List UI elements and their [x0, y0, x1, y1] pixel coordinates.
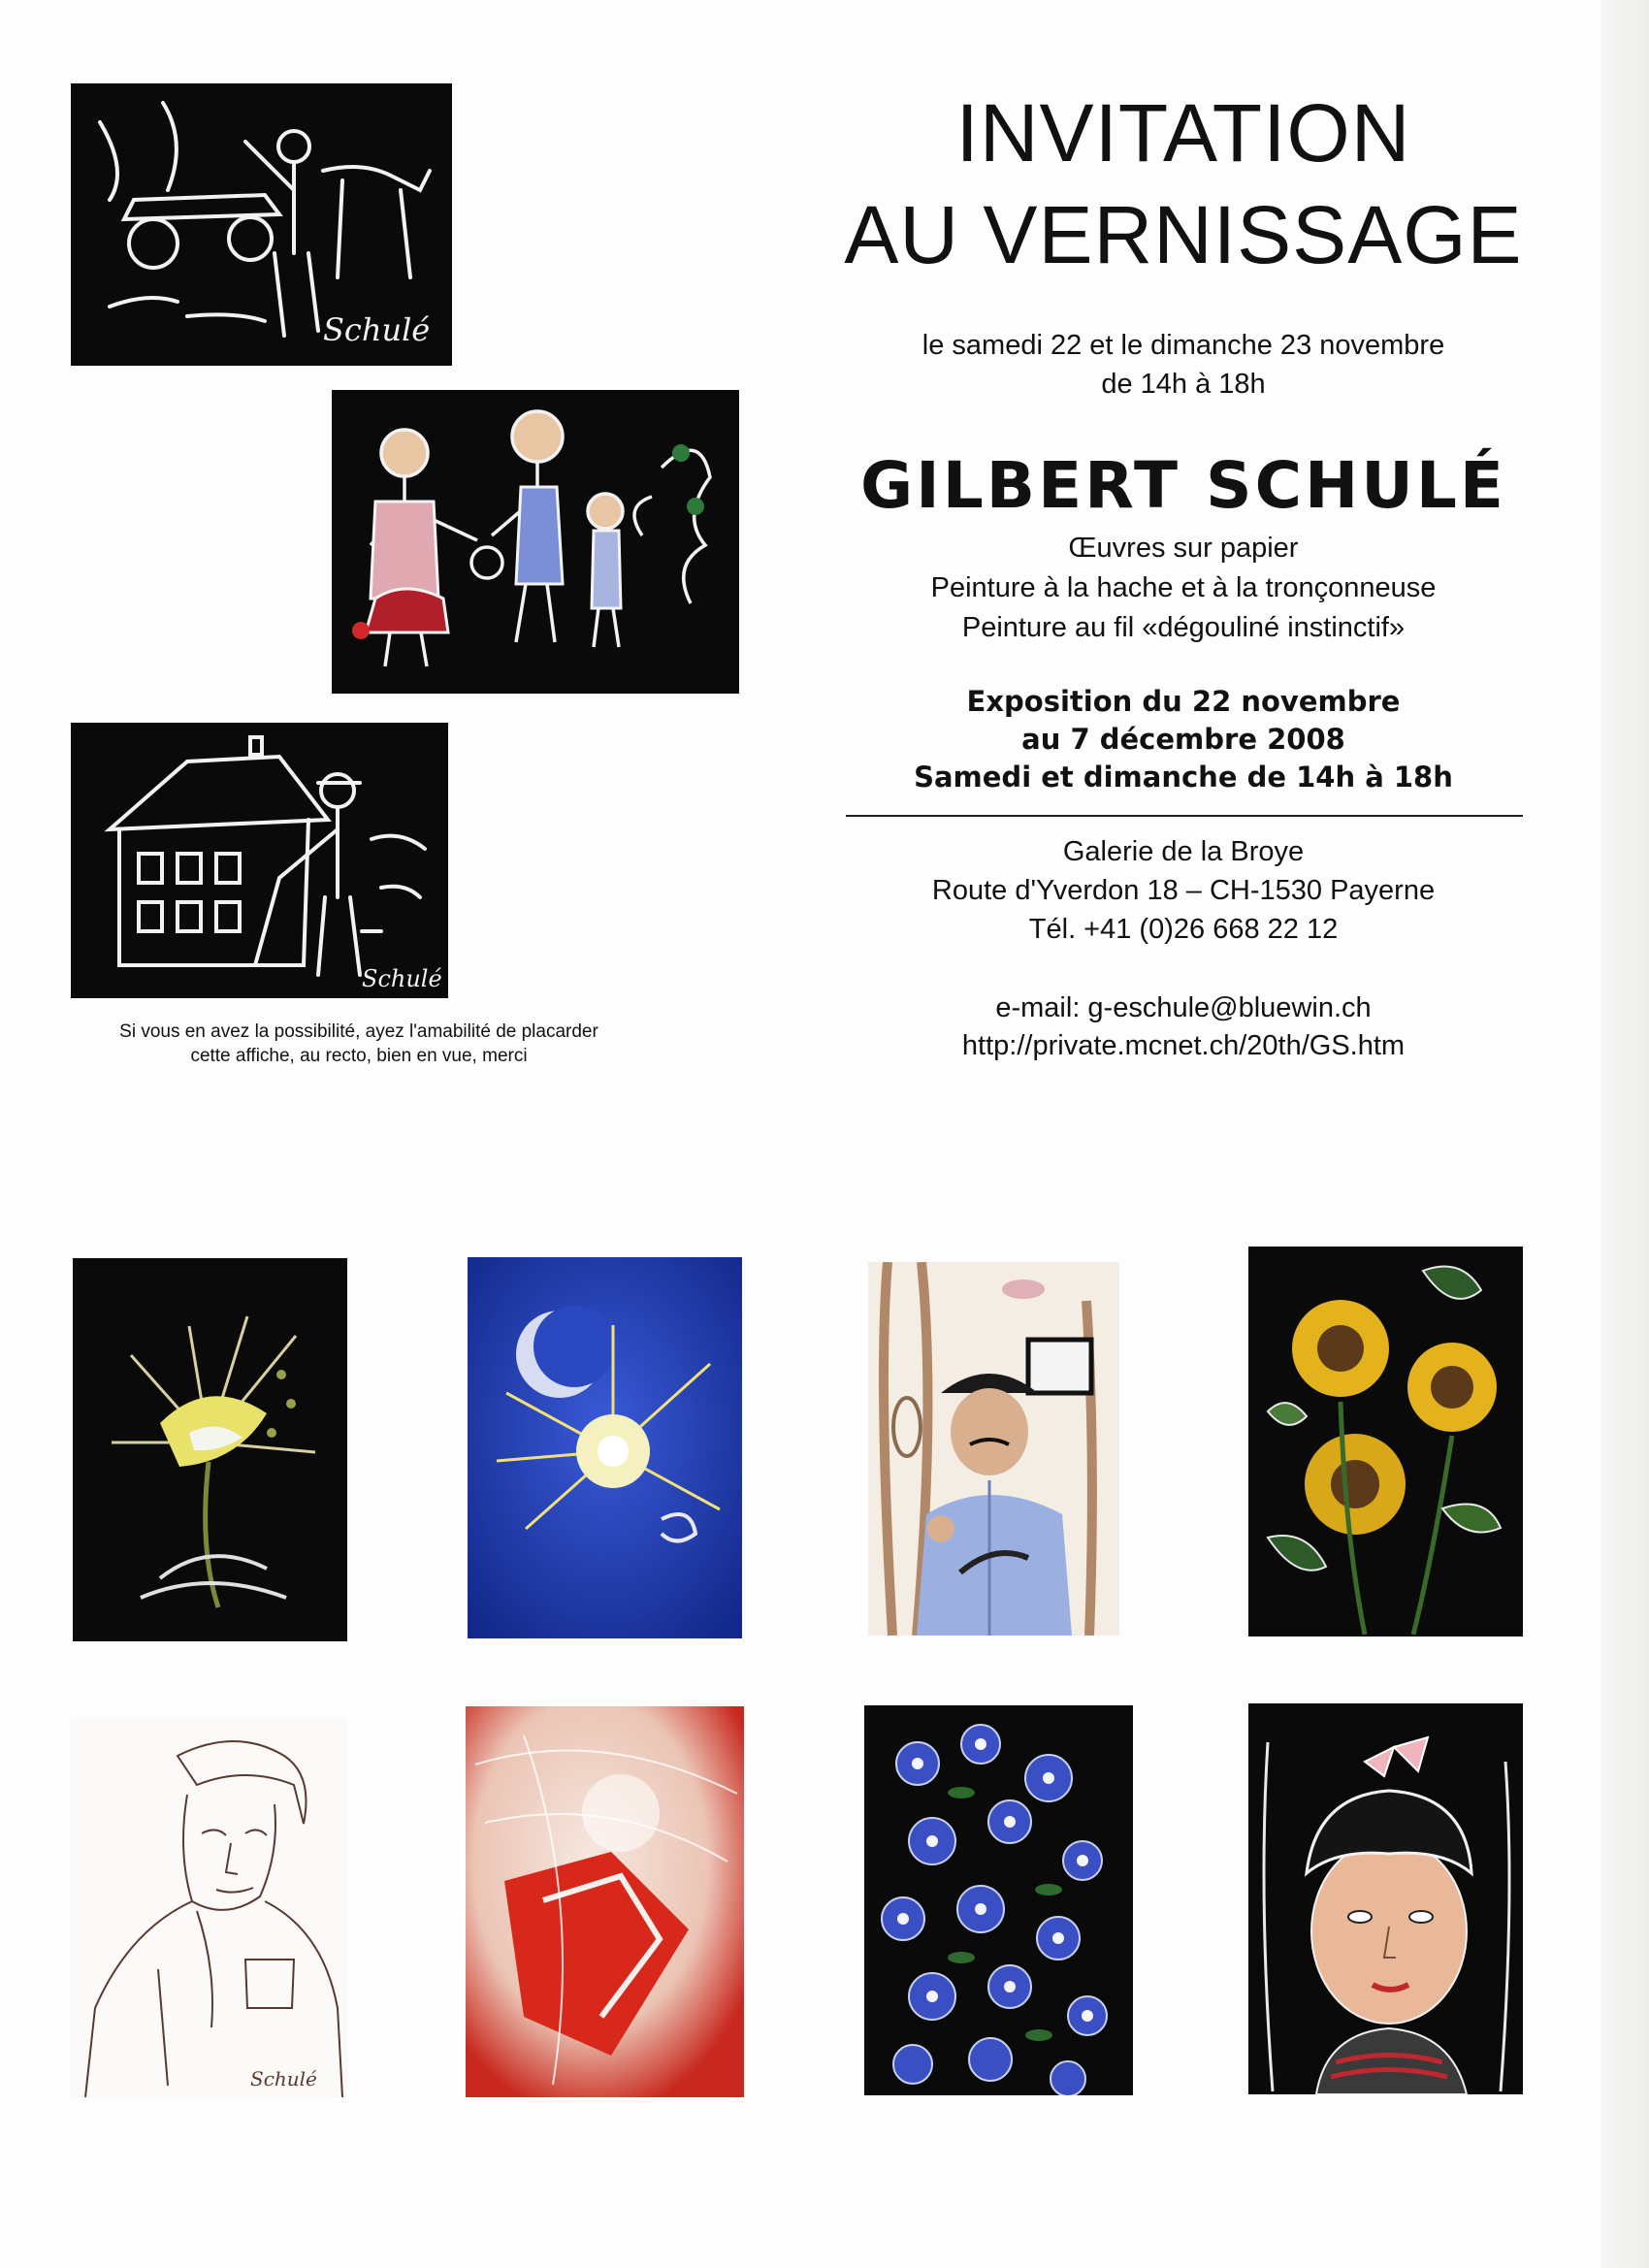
works-item: Œuvres sur papier: [1068, 533, 1299, 564]
notice-line: Si vous en avez la possibilité, ayez l'amabilité de placarder: [119, 1021, 598, 1042]
works-list: [844, 529, 1523, 648]
artwork-blue-explosion: [468, 1257, 742, 1638]
artist-name: GILBERT SCHULÉ: [860, 448, 1506, 523]
notice-line: cette affiche, au recto, bien en vue, merci: [190, 1046, 528, 1066]
venue-phone: Tél. +41 (0)26 668 22 12: [1028, 914, 1339, 945]
contact-info: [844, 989, 1523, 1065]
invitation-title-line2: AU VERNISSAGE: [844, 189, 1523, 280]
venue-name: Galerie de la Broye: [1062, 836, 1305, 867]
venue-address: Route d'Yverdon 18 – CH-1530 Payerne: [931, 875, 1436, 906]
email-text: e-mail: g-eschule@bluewin.ch: [995, 992, 1372, 1023]
vernissage-dates: [844, 326, 1523, 404]
artwork-cart-and-horse: [71, 83, 452, 366]
artwork-man-with-hat: [868, 1262, 1119, 1636]
artwork-sunflowers: [1248, 1247, 1523, 1636]
website-text: http://private.mcnet.ch/20th/GS.htm: [961, 1030, 1406, 1061]
artwork-children-playing: [332, 390, 739, 694]
dates-line: le samedi 22 et le dimanche 23 novembre: [922, 330, 1445, 361]
artwork-line-portrait: [71, 1717, 347, 2097]
works-item: Peinture à la hache et à la tronçonneuse: [930, 572, 1437, 603]
page-edge-shadow: [1600, 0, 1649, 2268]
artwork-house-and-farmer: [71, 723, 448, 998]
poster-notice: [68, 1020, 650, 1068]
exhibition-info: [844, 683, 1523, 796]
signature: Schulé: [250, 2067, 317, 2090]
invitation-title-line1: INVITATION: [955, 87, 1411, 178]
artwork-girl-portrait: [1248, 1703, 1523, 2094]
artwork-blue-flowers: [864, 1705, 1133, 2095]
hours-line: de 14h à 18h: [1101, 369, 1266, 400]
signature: Schulé: [323, 311, 431, 348]
exhibition-line: Samedi et dimanche de 14h à 18h: [914, 761, 1453, 794]
artwork-red-abstract: [466, 1706, 744, 2097]
artwork-firework-flower: [73, 1258, 347, 1641]
exhibition-line: Exposition du 22 novembre: [966, 685, 1401, 718]
divider: [846, 815, 1523, 817]
signature: Schulé: [362, 965, 442, 992]
works-item: Peinture au fil «dégouliné instinctif»: [961, 612, 1406, 643]
exhibition-line: au 7 décembre 2008: [1021, 723, 1345, 756]
venue-info: [844, 832, 1523, 949]
